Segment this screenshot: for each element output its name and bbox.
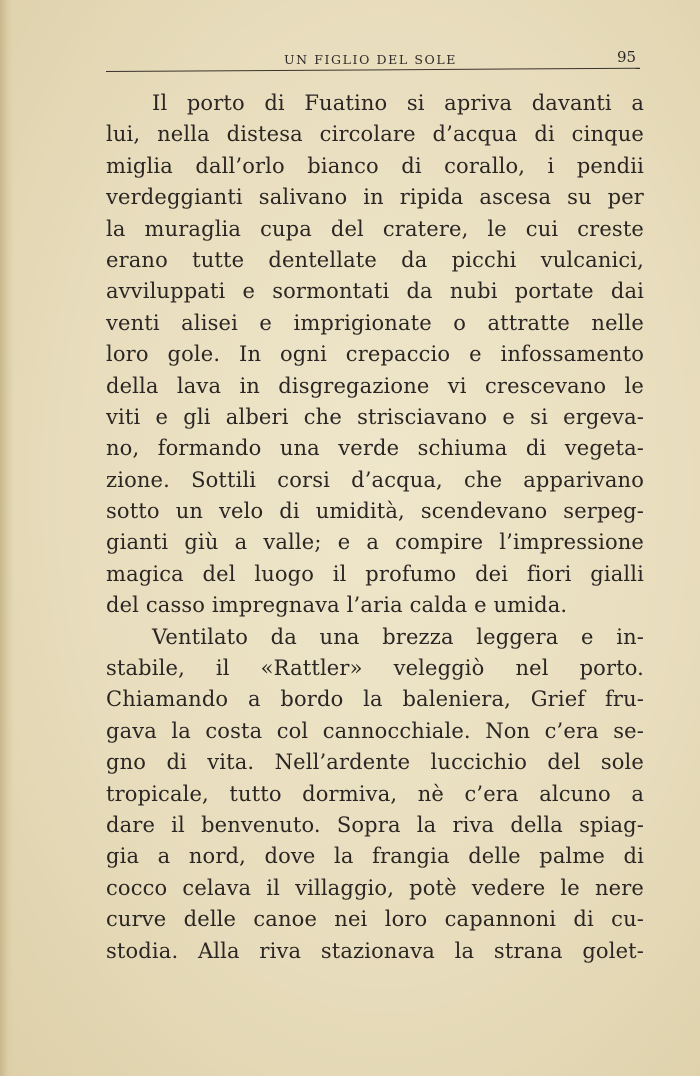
text-line: sotto un velo di umidità, scendevano serpeg- [106, 499, 644, 524]
text-line: della lava in disgregazione vi crescevano le [106, 373, 644, 398]
text-line: avviluppati e sormontati da nubi portate dai [106, 279, 644, 304]
text-line: gava la costa col cannocchiale. Non c’era se- [106, 718, 644, 743]
text-line: no, formando una verde schiuma di vegeta- [106, 436, 644, 461]
text-line: viti e gli alberi che strisciavano e si ergeva- [106, 404, 644, 429]
text-line: gia a nord, dove la frangia delle palme di [106, 844, 644, 869]
text-line: miglia dall’orlo bianco di corallo, i pendii [106, 153, 644, 178]
text-line: magica del luogo il profumo dei fiori gialli [106, 561, 644, 586]
running-title: UN FIGLIO DEL SOLE [284, 52, 457, 67]
text-line: Il porto di Fuatino si apriva davanti a [152, 91, 644, 115]
text-line: curve delle canoe nei loro capannoni di cu- [106, 907, 644, 932]
text-line: la muraglia cupa del cratere, le cui creste [106, 216, 644, 241]
page-binding-edge [0, 0, 14, 1076]
text-line: cocco celava il villaggio, potè vedere le nere [106, 875, 644, 900]
text-line: Ventilato da una brezza leggera e in- [152, 624, 644, 649]
text-line: gianti giù a valle; e a compire l’impressione [106, 530, 644, 555]
text-line: dare il benvenuto. Sopra la riva della spiag- [106, 812, 644, 837]
page-number: 95 [617, 48, 637, 66]
text-line: verdeggianti salivano in ripida ascesa su per [106, 185, 644, 210]
text-line: Chiamando a bordo la baleniera, Grief fru- [106, 687, 644, 712]
text-line: venti alisei e imprigionate o attratte nelle [106, 310, 644, 335]
text-line: zione. Sottili corsi d’acqua, che apparivano [106, 467, 644, 492]
text-line: stodia. Alla riva stazionava la strana golet- [106, 938, 644, 963]
text-line: loro gole. In ogni crepaccio e infossamento [106, 342, 644, 367]
text-line: del casso impregnava l’aria calda e umida. [106, 593, 568, 618]
text-line: tropicale, tutto dormiva, nè c’era alcuno a [106, 781, 644, 806]
text-line: erano tutte dentellate da picchi vulcanici, [106, 247, 644, 272]
body-text [106, 88, 644, 967]
text-line: lui, nella distesa circolare d’acqua di cinque [106, 122, 644, 147]
text-line: gno di vita. Nell’ardente luccichio del sole [106, 750, 644, 775]
text-line: stabile, il «Rattler» veleggiò nel porto. [106, 656, 644, 681]
